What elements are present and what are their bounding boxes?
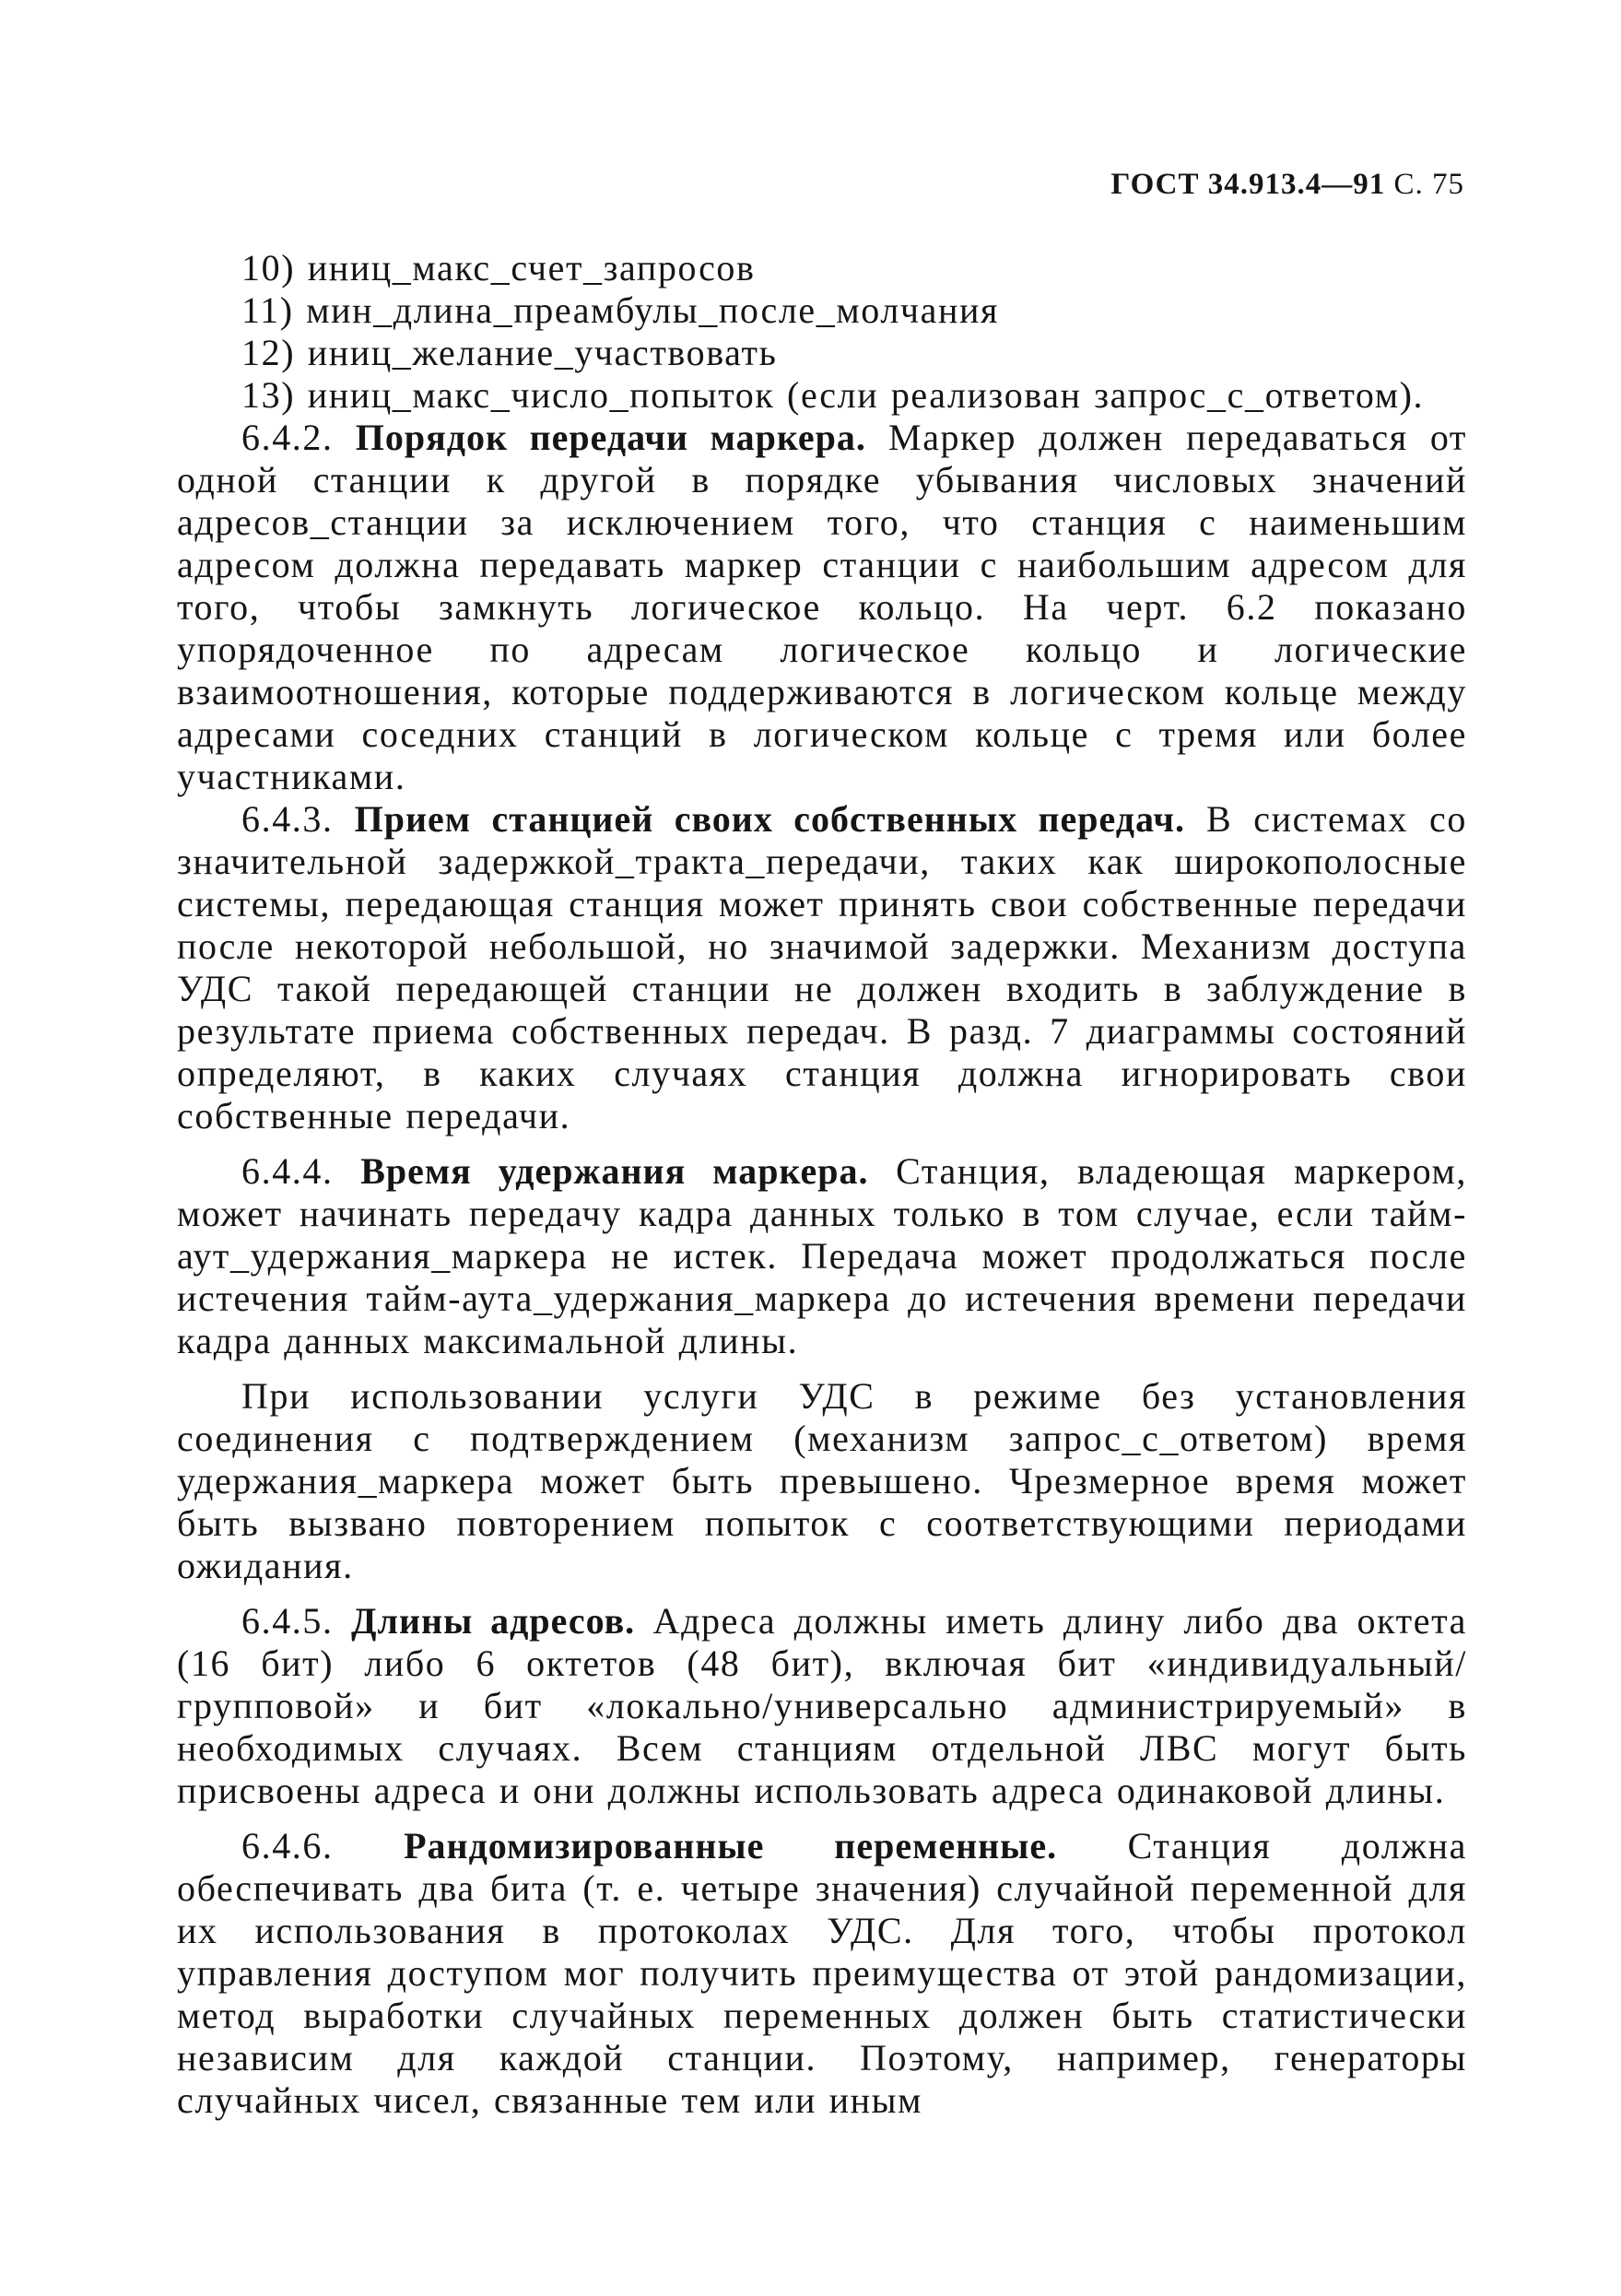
list-item: 12) иниц_желание_участвовать — [241, 332, 778, 373]
page-number: С. 75 — [1393, 168, 1464, 201]
section-6-4-3 — [177, 798, 1467, 1137]
section-heading: Прием станцией своих собственных передач. — [354, 798, 1185, 840]
section-number: 6.4.5. — [241, 1600, 334, 1642]
section-text: Адреса должны иметь длину либо два октета (16 бит) либо 6 октетов (48 бит), включая бит «индивидуальный/групповой» и бит «локально/универсально администрируемый» в необходимых случаях. Всем станциям отдельной ЛВС могут быть присвоены адреса и они должны использовать адреса одинаковой длины. — [177, 1600, 1468, 1811]
section-text: Маркер должен передаваться от одной станции к другой в порядке убывания числовых значений адресов_станции за исключением того, что станция с наименьшим адресом должна передавать маркер станции с наибольшим адресом для того, чтобы замкнуть логическое кольцо. На черт. 6.2 показано упорядоченное по адресам логическое кольцо и логические взаимоотношения, которые поддерживаются в логическом кольце между адресами соседних станций в логическом кольце с тремя или более участниками. — [177, 417, 1467, 797]
section-6-4-2 — [177, 417, 1467, 798]
section-heading: Длины адресов. — [351, 1600, 636, 1642]
section-6-4-5 — [177, 1600, 1467, 1812]
paragraph-timeout: При использовании услуги УДС в режиме без установления соединения с подтверждением (механизм запрос_с_ответом) время удержания_маркера может быть превышено. Чрезмерное время может быть вызвано повторением попыток с соответствующими периодами ожидания. — [177, 1375, 1467, 1586]
section-number: 6.4.3. — [241, 798, 334, 840]
document-body — [177, 247, 1467, 2122]
standard-number: ГОСТ 34.913.4—91 — [1110, 168, 1386, 201]
section-text: Станция, владеющая маркером, может начинать передачу кадра данных только в том случае, если тайм-аут_удержания_маркера не истек. Передача может продолжаться после истечения тайм-аута_удержания_маркера до истечения времени передачи кадра данных максимальной длины. — [177, 1150, 1467, 1361]
section-text: Станция должна обеспечивать два бита (т. е. четыре значения) случайной переменной для их использования в протоколах УДС. Для того, чтобы протокол управления доступом мог получить преимущества от этой рандомизации, метод выработки случайных переменных должен быть статистически независим для каждой станции. Поэтому, например, генераторы случайных чисел, связанные тем или иным — [177, 1825, 1467, 2121]
section-number: 6.4.2. — [241, 417, 334, 458]
section-heading: Порядок передачи маркера. — [355, 417, 866, 458]
section-heading: Время удержания маркера. — [360, 1150, 869, 1192]
section-text: В системах со значительной задержкой_тракта_передачи, таких как широкополосные системы, передающая станция может принять свои собственные передачи после некоторой небольшой, но значимой задержки. Механизм доступа УДС такой передающей станции не должен входить в заблуждение в результате приема собственных передач. В разд. 7 диаграммы состояний определяют, в каких случаях станция должна игнорировать свои собственные передачи. — [177, 798, 1467, 1136]
section-number: 6.4.4. — [241, 1150, 334, 1192]
section-6-4-6 — [177, 1825, 1467, 2122]
section-number: 6.4.6. — [241, 1825, 334, 1866]
list-item: 13) иниц_макс_число_попыток (если реализован запрос_с_ответом). — [241, 374, 1425, 416]
section-6-4-4 — [177, 1150, 1467, 1362]
page-header — [1110, 168, 1464, 202]
list-item: 10) иниц_макс_счет_запросов — [241, 247, 756, 288]
list-item: 11) мин_длина_преамбулы_после_молчания — [241, 289, 999, 331]
section-heading: Рандомизированные переменные. — [404, 1825, 1058, 1866]
